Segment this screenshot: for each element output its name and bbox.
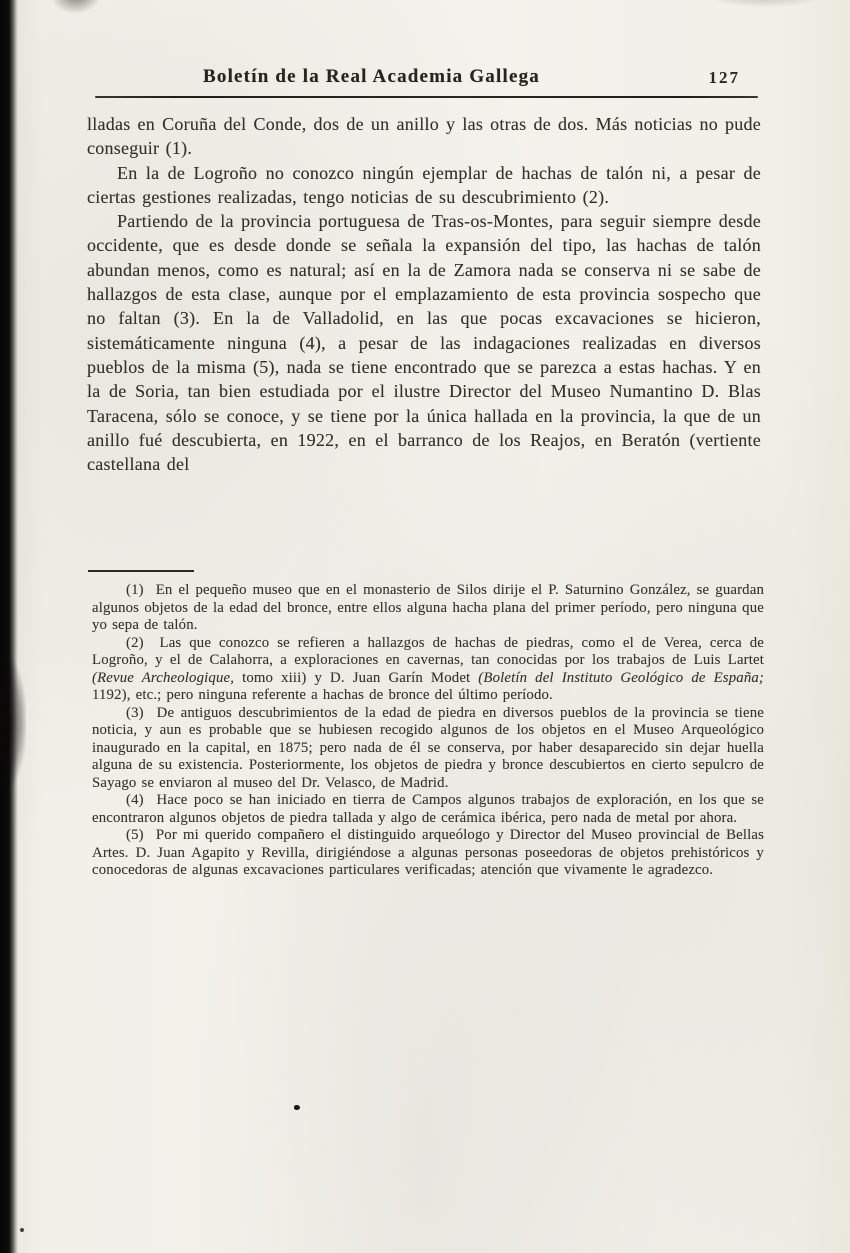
- footnote: (3) De antiguos descubrimientos de la edad de piedra en diversos pueblos de la provincia se tiene noticia, y aun es probable que se hubiesen recogido algunos de los objetos en el Museo Arqueológico inaugurado en la capital, en 1875; pero nada de él se conserva, por haber desaparecido sin dejar huella alguna de su existencia. Posteriormente, los objetos de piedra y bronce descubiertos en cierto sepulcro de Sayago se enviaron al museo del Dr. Velasco, de Madrid.: [92, 704, 764, 791]
- journal-title: Boletín de la Real Academia Gallega: [203, 66, 541, 87]
- footnote: (2) Las que conozco se refieren a hallazgos de hachas de piedras, como el de Verea, cerca de Logroño, y el de Calahorra, a exploraciones en cavernas, tan conocidas por los trabajos de Luis Lartet (Revue Archeologique, tomo xiii) y D. Juan Garín Modet (Boletín del Instituto Geológico de España; 1192), etc.; pero ninguna referente a hachas de bronce del último período.: [92, 634, 764, 703]
- footnote: (4) Hace poco se han iniciado en tierra de Campos algunos trabajos de exploración, en los que se encontraron algunos objetos de piedra tallada y algo de cerámica ibérica, pero nada de metal por ahora.: [92, 792, 764, 826]
- body-paragraph: Partiendo de la provincia portuguesa de Tras-os-Montes, para seguir siempre desde occidente, que es desde donde se señala la expansión del tipo, las hachas de talón abundan menos, como es natural; así en la de Zamora nada se conserva ni se sabe de hallazgos de esta clase, aunque por el emplazamiento de esta provincia sospecho que no faltan (3). En la de Valladolid, en las que pocas excavaciones se hicieron, sistemáticamente ninguna (4), a pesar de las indagaciones realizadas en diversos pueblos de la misma (5), nada se tiene encontrado que se parezca a estas hachas. Y en la de Soria, tan bien estudiada por el ilustre Director del Museo Numantino D. Blas Taracena, sólo se conoce, y se tiene por la única hallada en la provincia, la que de un anillo fué descubierta, en 1922, en el barranco de los Reajos, en Beratón (vertiente castellana del: [87, 211, 761, 475]
- footnote-separator-rule: [88, 570, 194, 572]
- ink-dot: [294, 1105, 300, 1110]
- footnotes-block: [92, 582, 764, 880]
- page-header: [95, 66, 758, 92]
- body-text: [87, 112, 761, 476]
- scan-smudge-top-left: [51, 0, 105, 18]
- scan-gutter-shadow: [0, 0, 18, 1253]
- body-paragraph: En la de Logroño no conozco ningún ejemplar de hachas de talón ni, a pesar de ciertas gestiones realizadas, tengo noticias de su descubrimiento (2).: [87, 162, 761, 207]
- footnote: (5) Por mi querido compañero el distinguido arqueólogo y Director del Museo provincial de Bellas Artes. D. Juan Agapito y Revilla, dirigiéndose a algunas personas poseedoras de objetos prehistóricos y conocedoras de algunas excavaciones particulares verificadas; atención que vivamente le agradezco.: [92, 827, 764, 878]
- footnote: (1) En el pequeño museo que en el monasterio de Silos dirije el P. Saturnino González, se guardan algunos objetos de la edad del bronce, entre ellos alguna hacha plana del primer período, pero ninguna que yo sepa de talón.: [92, 582, 764, 633]
- page-number: 127: [708, 68, 740, 87]
- header-rule: [95, 96, 758, 98]
- scan-smudge-top-right: [700, 0, 830, 8]
- ink-speck: [20, 1228, 24, 1232]
- body-paragraph: lladas en Coruña del Conde, dos de un anillo y las otras de dos. Más noticias no pude conseguir (1).: [87, 114, 761, 159]
